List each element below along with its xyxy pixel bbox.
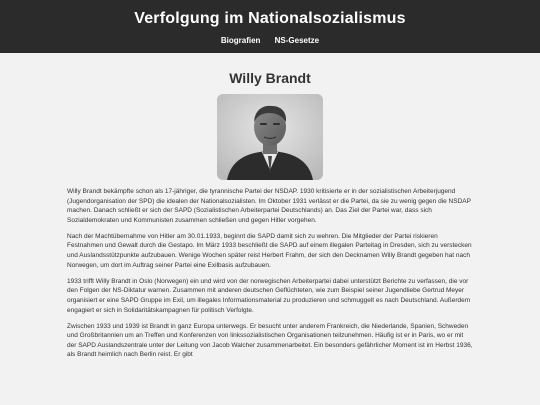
portrait-image	[217, 94, 323, 180]
biography-paragraph: Nach der Machtübernahme von Hitler am 30.01.1933, beginnt die SAPD damit sich zu wehren. Die Mitglieder der Partei riskieren Festnahmen und Gewalt durch die Gestapo. Im März 1933 beschließt die SAPD auf einem illegalen Parteitag in Dresden, sich zu verstecken und Auslandsstützpunkte aufzubauen. Wenige Wochen später reist Herbert Frahm, der sich den Decknamen Willy Brandt gegeben hat nach Norwegen, um dort im Auftrag seiner Partei eine Exilbasis aufzubauen.	[67, 232, 472, 269]
portrait-photo	[217, 94, 323, 180]
biography-paragraph: Zwischen 1933 und 1939 ist Brandt in ganz Europa unterwegs. Er besucht unter anderem Frankreich, die Niederlande, Spanien, Schweden und Großbritannien um an Treffen und Konferenzen von linkssozialistischen Organisationen teilzunehmen. Häufig ist er in Paris, wo er mit der SAPD Auslandszentrale unter der Leitung von Jacob Walcher zusammenarbeitet. Ein besonders gefährlicher Moment ist im Herbst 1936, als Brandt heimlich nach Berlin reist. Er gibt	[67, 322, 473, 359]
biography-paragraph: 1933 trifft Willy Brandt in Oslo (Norwegen) ein und wird von der norwegischen Arbeiterpartei dabei unterstützt Berichte zu verfassen, die vor den Folgen der NS-Diktatur warnen. Zusammen mit anderen deutschen Geflüchteten, wie zum Beispiel seiner Jugendliebe Gertrud Meyer organisiert er eine SAPD Gruppe im Exil, um illegales Informationsmaterial zu produzieren und schmuggelt es nach Deutschland. Außerdem engagiert er sich in Solidaritätskampagnen für politisch Verfolgte.	[67, 277, 471, 314]
site-header	[0, 0, 540, 53]
nav-link-biografien[interactable]: Biografien	[220, 36, 261, 45]
main-content	[67, 53, 473, 360]
page-title: Willy Brandt	[229, 70, 311, 86]
biography-paragraph: Willy Brandt bekämpfte schon als 17-jähriger, die tyrannische Partei der NSDAP. 1930 kritisierte er in der sozialistischen Arbeiterjugend (Jugendorganisation der SPD) die idealen der Nationalsozialisten. Im Oktober 1931 verlässt er die Partei, da sie zu wenig gegen die NSDAP machen. Danach schließt er sich der SAPD (Sozialistischen Arbeiterpartei Deutschlands) an. Das Ziel der Partei war, dass sich Sozialdemokraten und Kommunisten zusammen schließen und gegen Hitler vorgehen.	[67, 188, 471, 224]
site-title: Verfolgung im Nationalsozialismus	[134, 10, 406, 27]
main-nav	[0, 36, 540, 45]
nav-link-ns-gesetze[interactable]: NS-Gesetze	[274, 36, 320, 45]
